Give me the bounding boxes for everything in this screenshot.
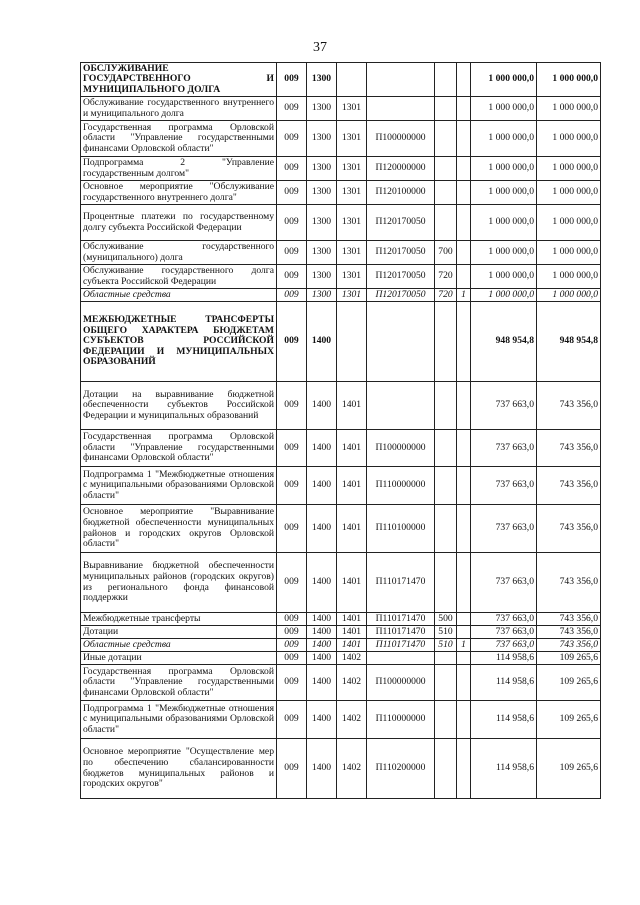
amount-year1-cell: 1 000 000,0 (471, 289, 537, 302)
amount-year1-cell: 1 000 000,0 (471, 241, 537, 265)
target-article-cell: П110000000 (367, 467, 435, 505)
funding-source-cell (457, 626, 471, 639)
subsection-code-cell: 1402 (337, 665, 367, 701)
target-article-cell: П110200000 (367, 739, 435, 799)
amount-year1-cell: 114 958,6 (471, 739, 537, 799)
section-code-cell: 1400 (307, 613, 337, 626)
subsection-code-cell: 1301 (337, 157, 367, 181)
target-article-cell: П100000000 (367, 121, 435, 157)
target-article-cell: П110171470 (367, 639, 435, 652)
budget-table (80, 62, 601, 799)
table-row (81, 302, 601, 382)
subsection-code-cell: 1301 (337, 97, 367, 121)
target-article-cell: П110171470 (367, 553, 435, 613)
amount-year1-cell: 1 000 000,0 (471, 205, 537, 241)
amount-year2-cell: 1 000 000,0 (537, 205, 601, 241)
grbs-code-cell: 009 (277, 639, 307, 652)
item-name-cell: МЕЖБЮДЖЕТНЫЕ ТРАНСФЕРТЫ ОБЩЕГО ХАРАКТЕРА БЮДЖЕТАМ СУБЪЕКТОВ РОССИЙСКОЙ ФЕДЕРАЦИИ И МУНИЦИПАЛЬНЫХ ОБРАЗОВАНИЙ (81, 302, 277, 382)
item-name-cell: Процентные платежи по государственному долгу субъекта Российской Федерации (81, 205, 277, 241)
funding-source-cell (457, 739, 471, 799)
grbs-code-cell: 009 (277, 665, 307, 701)
funding-source-cell (457, 205, 471, 241)
amount-year2-cell: 109 265,6 (537, 652, 601, 665)
grbs-code-cell: 009 (277, 613, 307, 626)
amount-year1-cell: 737 663,0 (471, 613, 537, 626)
amount-year1-cell: 737 663,0 (471, 430, 537, 467)
grbs-code-cell: 009 (277, 205, 307, 241)
expense-type-cell: 700 (435, 241, 457, 265)
amount-year1-cell: 1 000 000,0 (471, 265, 537, 289)
amount-year2-cell: 109 265,6 (537, 739, 601, 799)
grbs-code-cell: 009 (277, 302, 307, 382)
funding-source-cell (457, 505, 471, 553)
funding-source-cell (457, 467, 471, 505)
funding-source-cell (457, 181, 471, 205)
amount-year2-cell: 743 356,0 (537, 613, 601, 626)
amount-year2-cell: 743 356,0 (537, 639, 601, 652)
table-row (81, 382, 601, 430)
page-number: 37 (313, 40, 327, 55)
item-name-cell: Государственная программа Орловской области "Управление государственными финансами Орловской области" (81, 121, 277, 157)
target-article-cell: П120170050 (367, 289, 435, 302)
target-article-cell (367, 652, 435, 665)
amount-year2-cell: 948 954,8 (537, 302, 601, 382)
target-article-cell (367, 302, 435, 382)
grbs-code-cell: 009 (277, 63, 307, 97)
item-name-cell: Обслуживание государственного (муниципального) долга (81, 241, 277, 265)
grbs-code-cell: 009 (277, 553, 307, 613)
amount-year1-cell: 737 663,0 (471, 626, 537, 639)
item-name-cell: Обслуживание государственного внутреннего и муниципального долга (81, 97, 277, 121)
expense-type-cell (435, 157, 457, 181)
subsection-code-cell: 1301 (337, 241, 367, 265)
grbs-code-cell: 009 (277, 157, 307, 181)
expense-type-cell (435, 652, 457, 665)
section-code-cell: 1400 (307, 302, 337, 382)
subsection-code-cell: 1401 (337, 467, 367, 505)
amount-year2-cell: 743 356,0 (537, 467, 601, 505)
amount-year1-cell: 948 954,8 (471, 302, 537, 382)
funding-source-cell (457, 157, 471, 181)
section-code-cell: 1300 (307, 289, 337, 302)
table-row (81, 739, 601, 799)
section-code-cell: 1400 (307, 739, 337, 799)
expense-type-cell (435, 553, 457, 613)
subsection-code-cell: 1301 (337, 121, 367, 157)
amount-year2-cell: 743 356,0 (537, 626, 601, 639)
item-name-cell: Иные дотации (81, 652, 277, 665)
subsection-code-cell: 1401 (337, 626, 367, 639)
table-row (81, 241, 601, 265)
table-row (81, 289, 601, 302)
amount-year1-cell: 737 663,0 (471, 382, 537, 430)
grbs-code-cell: 009 (277, 739, 307, 799)
section-code-cell: 1400 (307, 382, 337, 430)
expense-type-cell (435, 181, 457, 205)
table-row (81, 63, 601, 97)
amount-year2-cell: 743 356,0 (537, 505, 601, 553)
expense-type-cell (435, 701, 457, 739)
target-article-cell: П110000000 (367, 701, 435, 739)
table-row (81, 639, 601, 652)
section-code-cell: 1400 (307, 505, 337, 553)
item-name-cell: Межбюджетные трансферты (81, 613, 277, 626)
section-code-cell: 1400 (307, 665, 337, 701)
target-article-cell: П120170050 (367, 265, 435, 289)
table-row (81, 553, 601, 613)
item-name-cell: Дотации (81, 626, 277, 639)
table-row (81, 652, 601, 665)
item-name-cell: Основное мероприятие "Выравнивание бюджетной обеспеченности муниципальных районов и городских округов Орловской области" (81, 505, 277, 553)
item-name-cell: Основное мероприятие "Обслуживание государственного внутреннего долга" (81, 181, 277, 205)
amount-year2-cell: 1 000 000,0 (537, 63, 601, 97)
section-code-cell: 1400 (307, 430, 337, 467)
section-code-cell: 1300 (307, 265, 337, 289)
target-article-cell (367, 63, 435, 97)
expense-type-cell (435, 121, 457, 157)
amount-year2-cell: 1 000 000,0 (537, 121, 601, 157)
section-code-cell: 1400 (307, 652, 337, 665)
subsection-code-cell: 1301 (337, 289, 367, 302)
target-article-cell: П110100000 (367, 505, 435, 553)
funding-source-cell: 1 (457, 289, 471, 302)
table-row (81, 467, 601, 505)
amount-year2-cell: 109 265,6 (537, 701, 601, 739)
table-row (81, 97, 601, 121)
grbs-code-cell: 009 (277, 121, 307, 157)
expense-type-cell (435, 302, 457, 382)
subsection-code-cell: 1301 (337, 265, 367, 289)
amount-year2-cell: 743 356,0 (537, 430, 601, 467)
table-row (81, 205, 601, 241)
item-name-cell: Обслуживание государственного долга субъекта Российской Федерации (81, 265, 277, 289)
table-row (81, 626, 601, 639)
section-code-cell: 1300 (307, 97, 337, 121)
amount-year2-cell: 1 000 000,0 (537, 265, 601, 289)
amount-year1-cell: 1 000 000,0 (471, 63, 537, 97)
section-code-cell: 1400 (307, 639, 337, 652)
grbs-code-cell: 009 (277, 97, 307, 121)
amount-year2-cell: 1 000 000,0 (537, 241, 601, 265)
table-row (81, 265, 601, 289)
expense-type-cell (435, 63, 457, 97)
grbs-code-cell: 009 (277, 430, 307, 467)
grbs-code-cell: 009 (277, 652, 307, 665)
target-article-cell (367, 382, 435, 430)
section-code-cell: 1300 (307, 157, 337, 181)
section-code-cell: 1300 (307, 205, 337, 241)
amount-year2-cell: 1 000 000,0 (537, 181, 601, 205)
funding-source-cell (457, 382, 471, 430)
amount-year1-cell: 1 000 000,0 (471, 157, 537, 181)
subsection-code-cell (337, 63, 367, 97)
subsection-code-cell: 1402 (337, 652, 367, 665)
expense-type-cell: 510 (435, 639, 457, 652)
item-name-cell: Государственная программа Орловской области "Управление государственными финансами Орловской области" (81, 665, 277, 701)
target-article-cell: П110171470 (367, 626, 435, 639)
target-article-cell: П120170050 (367, 205, 435, 241)
funding-source-cell (457, 97, 471, 121)
amount-year1-cell: 114 958,6 (471, 701, 537, 739)
funding-source-cell: 1 (457, 639, 471, 652)
grbs-code-cell: 009 (277, 241, 307, 265)
subsection-code-cell: 1402 (337, 701, 367, 739)
funding-source-cell (457, 241, 471, 265)
target-article-cell: П120000000 (367, 157, 435, 181)
subsection-code-cell: 1401 (337, 639, 367, 652)
amount-year2-cell: 1 000 000,0 (537, 97, 601, 121)
expense-type-cell: 500 (435, 613, 457, 626)
subsection-code-cell (337, 302, 367, 382)
target-article-cell (367, 97, 435, 121)
expense-type-cell: 720 (435, 289, 457, 302)
target-article-cell: П110171470 (367, 613, 435, 626)
amount-year1-cell: 737 663,0 (471, 505, 537, 553)
subsection-code-cell: 1401 (337, 553, 367, 613)
grbs-code-cell: 009 (277, 505, 307, 553)
table-row (81, 613, 601, 626)
funding-source-cell (457, 63, 471, 97)
section-code-cell: 1300 (307, 63, 337, 97)
expense-type-cell (435, 505, 457, 553)
amount-year1-cell: 1 000 000,0 (471, 97, 537, 121)
expense-type-cell (435, 665, 457, 701)
amount-year1-cell: 114 958,6 (471, 652, 537, 665)
table-row (81, 701, 601, 739)
section-code-cell: 1400 (307, 467, 337, 505)
amount-year2-cell: 743 356,0 (537, 382, 601, 430)
expense-type-cell: 510 (435, 626, 457, 639)
table-row (81, 505, 601, 553)
section-code-cell: 1300 (307, 181, 337, 205)
funding-source-cell (457, 302, 471, 382)
expense-type-cell (435, 430, 457, 467)
section-code-cell: 1300 (307, 121, 337, 157)
amount-year2-cell: 743 356,0 (537, 553, 601, 613)
grbs-code-cell: 009 (277, 382, 307, 430)
item-name-cell: Дотации на выравнивание бюджетной обеспеченности субъектов Российской Федерации и муниципальных образований (81, 382, 277, 430)
item-name-cell: Основное мероприятие "Осуществление мер по обеспечению сбалансированности бюджетов муниципальных районов и городских округов" (81, 739, 277, 799)
grbs-code-cell: 009 (277, 181, 307, 205)
item-name-cell: Подпрограмма 2 "Управление государственным долгом" (81, 157, 277, 181)
target-article-cell: П100000000 (367, 430, 435, 467)
table-row (81, 181, 601, 205)
funding-source-cell (457, 121, 471, 157)
expense-type-cell (435, 467, 457, 505)
section-code-cell: 1400 (307, 553, 337, 613)
item-name-cell: Областные средства (81, 289, 277, 302)
grbs-code-cell: 009 (277, 626, 307, 639)
target-article-cell: П100000000 (367, 665, 435, 701)
subsection-code-cell: 1401 (337, 382, 367, 430)
funding-source-cell (457, 652, 471, 665)
subsection-code-cell: 1301 (337, 205, 367, 241)
item-name-cell: Областные средства (81, 639, 277, 652)
item-name-cell: ОБСЛУЖИВАНИЕ ГОСУДАРСТВЕННОГО И МУНИЦИПАЛЬНОГО ДОЛГА (81, 63, 277, 97)
funding-source-cell (457, 613, 471, 626)
item-name-cell: Подпрограмма 1 "Межбюджетные отношения с муниципальными образованиями Орловской области" (81, 701, 277, 739)
funding-source-cell (457, 265, 471, 289)
expense-type-cell (435, 382, 457, 430)
target-article-cell: П120100000 (367, 181, 435, 205)
amount-year1-cell: 114 958,6 (471, 665, 537, 701)
section-code-cell: 1400 (307, 701, 337, 739)
grbs-code-cell: 009 (277, 289, 307, 302)
grbs-code-cell: 009 (277, 467, 307, 505)
expense-type-cell (435, 97, 457, 121)
amount-year2-cell: 109 265,6 (537, 665, 601, 701)
subsection-code-cell: 1401 (337, 505, 367, 553)
amount-year1-cell: 1 000 000,0 (471, 181, 537, 205)
table-row (81, 157, 601, 181)
amount-year1-cell: 1 000 000,0 (471, 121, 537, 157)
table-row (81, 121, 601, 157)
item-name-cell: Государственная программа Орловской области "Управление государственными финансами Орловской области" (81, 430, 277, 467)
funding-source-cell (457, 701, 471, 739)
subsection-code-cell: 1301 (337, 181, 367, 205)
amount-year2-cell: 1 000 000,0 (537, 289, 601, 302)
subsection-code-cell: 1401 (337, 430, 367, 467)
expense-type-cell: 720 (435, 265, 457, 289)
amount-year1-cell: 737 663,0 (471, 467, 537, 505)
subsection-code-cell: 1401 (337, 613, 367, 626)
amount-year1-cell: 737 663,0 (471, 639, 537, 652)
table-row (81, 665, 601, 701)
expense-type-cell (435, 739, 457, 799)
item-name-cell: Подпрограмма 1 "Межбюджетные отношения с муниципальными образованиями Орловской области" (81, 467, 277, 505)
amount-year1-cell: 737 663,0 (471, 553, 537, 613)
section-code-cell: 1300 (307, 241, 337, 265)
grbs-code-cell: 009 (277, 265, 307, 289)
funding-source-cell (457, 553, 471, 613)
funding-source-cell (457, 665, 471, 701)
section-code-cell: 1400 (307, 626, 337, 639)
table-row (81, 430, 601, 467)
target-article-cell: П120170050 (367, 241, 435, 265)
item-name-cell: Выравнивание бюджетной обеспеченности муниципальных районов (городских округов) из регионального фонда финансовой поддержки (81, 553, 277, 613)
amount-year2-cell: 1 000 000,0 (537, 157, 601, 181)
expense-type-cell (435, 205, 457, 241)
grbs-code-cell: 009 (277, 701, 307, 739)
funding-source-cell (457, 430, 471, 467)
subsection-code-cell: 1402 (337, 739, 367, 799)
